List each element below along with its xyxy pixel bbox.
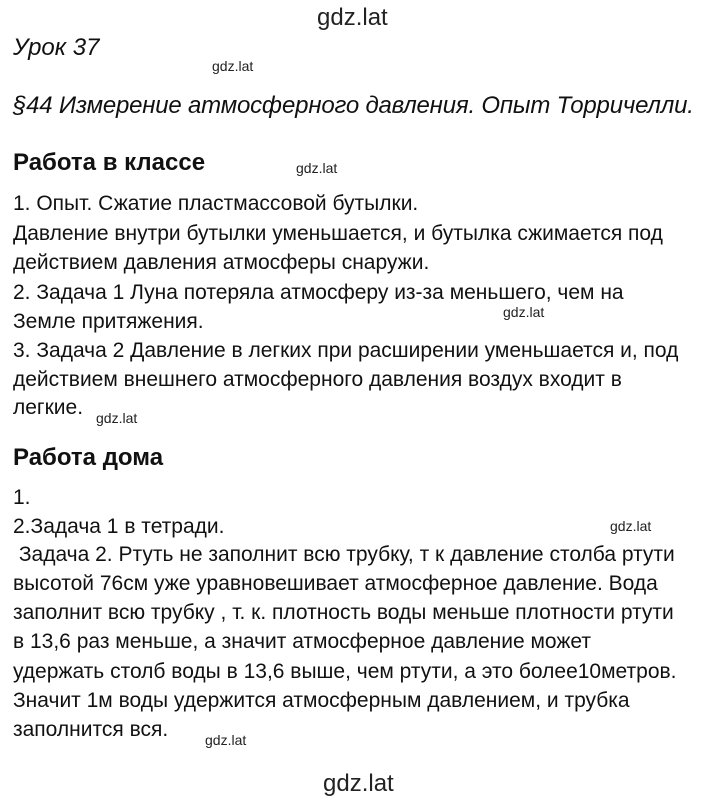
homework-heading: Работа дома xyxy=(13,444,164,471)
classwork-line: Земле притяжения. xyxy=(13,310,204,333)
homework-line: 1. xyxy=(13,486,31,509)
classwork-line: действием давления атмосферы снаружи. xyxy=(13,251,430,274)
homework-line: удержать столб воды в 13,6 выше, чем ртути, а это более10метров. xyxy=(13,660,677,683)
homework-line: 2.Задача 1 в тетради. xyxy=(13,515,225,538)
watermark-small: gdz.lat xyxy=(610,518,652,534)
homework-line: заполнится вся. xyxy=(13,718,169,741)
homework-line: в 13,6 раз меньше, а значит атмосферное давление может xyxy=(13,630,592,653)
homework-line: Значит 1м воды удержится атмосферным давлением, и трубка xyxy=(13,689,630,712)
classwork-line: 1. Опыт. Сжатие пластмассовой бутылки. xyxy=(13,192,419,215)
watermark-small: gdz.lat xyxy=(212,58,254,74)
classwork-line: легкие. xyxy=(13,396,84,419)
watermark-small: gdz.lat xyxy=(96,410,138,426)
homework-line: заполнит всю трубку , т. к. плотность воды меньше плотности ртути xyxy=(13,601,674,624)
watermark-small: gdz.lat xyxy=(503,304,545,320)
homework-line: высотой 76см уже уравновешивает атмосферное давление. Вода xyxy=(13,572,658,595)
watermark-top: gdz.lat xyxy=(317,4,388,31)
watermark-bottom: gdz.lat xyxy=(323,770,394,797)
homework-line: Задача 2. Ртуть не заполнит всю трубку, т к давление столба ртути xyxy=(13,543,675,566)
lesson-title: Урок 37 xyxy=(13,34,100,61)
classwork-line: действием внешнего атмосферного давления воздух входит в xyxy=(13,368,622,391)
classwork-line: Давление внутри бутылки уменьшается, и бутылка сжимается под xyxy=(13,222,663,245)
classwork-line: 2. Задача 1 Луна потеряла атмосферу из-за меньшего, чем на xyxy=(13,281,624,304)
classwork-line: 3. Задача 2 Давление в легких при расширении уменьшается и, под xyxy=(13,339,679,362)
watermark-small: gdz.lat xyxy=(205,732,247,748)
watermark-small: gdz.lat xyxy=(296,160,338,176)
classwork-heading: Работа в классе xyxy=(13,149,206,176)
paragraph-title: §44 Измерение атмосферного давления. Опыт Торричелли. xyxy=(13,92,694,119)
